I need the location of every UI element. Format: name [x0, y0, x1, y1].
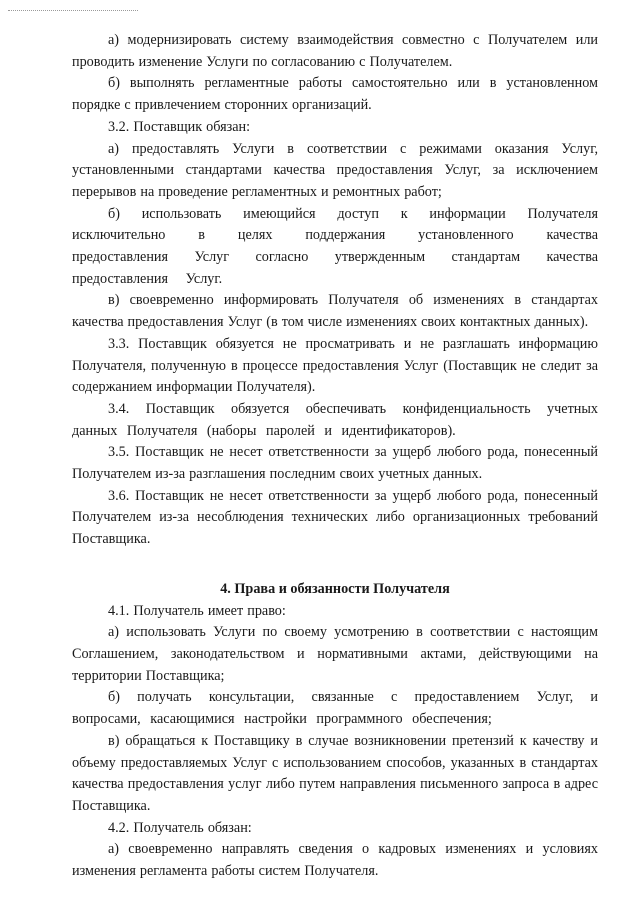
- paragraph-3-6: 3.6. Поставщик не несет ответственности за ущерб любого рода, понесенный Получателем из-за несоблюдения технических либо организационных требований Поставщика.: [72, 487, 598, 548]
- section-gap: [72, 551, 598, 565]
- paragraph-4-1-a: а) использовать Услуги по своему усмотрению в соответствии с настоящим Соглашением, законодательством и нормативными актами, действующими на территории Поставщика;: [72, 624, 598, 684]
- paragraph-3-3: 3.3. Поставщик обязуется не просматривать и не разглашать информацию Получателя, полученную в процессе предоставления Услуг (Поставщик не следит за содержанием информации Получателя).: [72, 335, 598, 396]
- paragraph-4-1-v: в) обращаться к Поставщику в случае возникновении претензий к качеству и объему предоставляемых Услуг с использованием способов, указанных в стандартах качества предоставления услуг либо путем направления письменного запроса в адрес Поставщика.: [72, 732, 598, 814]
- paragraph-4-1-b: б) получать консультации, связанные с предоставлением Услуг, и вопросами, касающимися настройки программного обеспечения;: [72, 689, 598, 728]
- paragraph-3-2: 3.2. Поставщик обязан:: [108, 118, 251, 135]
- paragraph-3-2-v: в) своевременно информировать Получателя об изменениях в стандартах качества предоставления Услуг (в том числе изменениях своих контактных данных).: [72, 292, 598, 331]
- paragraph-4-2-a: а) своевременно направлять сведения о кадровых изменениях и условиях изменения регламента работы систем Получателя.: [72, 841, 598, 880]
- paragraph-3-2-b: б) использовать имеющийся доступ к информации Получателя исключительно в целях поддержания установленного качества предоставления Услуг согласно утвержденным стандартам качества предоставления Услуг.: [72, 205, 598, 287]
- paragraph-4-2: 4.2. Получатель обязан:: [108, 819, 252, 836]
- paragraph-3-5: 3.5. Поставщик не несет ответственности за ущерб любого рода, понесенный Получателем из-за разглашения последним своих учетных данных.: [72, 444, 598, 483]
- paragraph-3-4: 3.4. Поставщик обязуется обеспечивать конфиденциальность учетных данных Получателя (наборы паролей и идентификаторов).: [72, 400, 598, 439]
- scan-header-mark: [8, 10, 138, 13]
- paragraph-4-1: 4.1. Получатель имеет право:: [108, 602, 286, 619]
- section-heading: 4. Права и обязанности Получателя: [220, 580, 450, 597]
- paragraph-3-2-a: а) предоставлять Услуги в соответствии с режимами оказания Услуг, установленными стандартами качества предоставления Услуг, за исключением перерывов на проведение регламентных и ремонтных работ;: [72, 140, 598, 200]
- paragraph-3-1-b: б) выполнять регламентные работы самостоятельно или в установленном порядке с привлечением сторонних организаций.: [72, 75, 598, 114]
- paragraph-3-1-a: а) модернизировать систему взаимодействия совместно с Получателем или проводить изменение Услуги по согласованию с Получателем.: [72, 32, 598, 70]
